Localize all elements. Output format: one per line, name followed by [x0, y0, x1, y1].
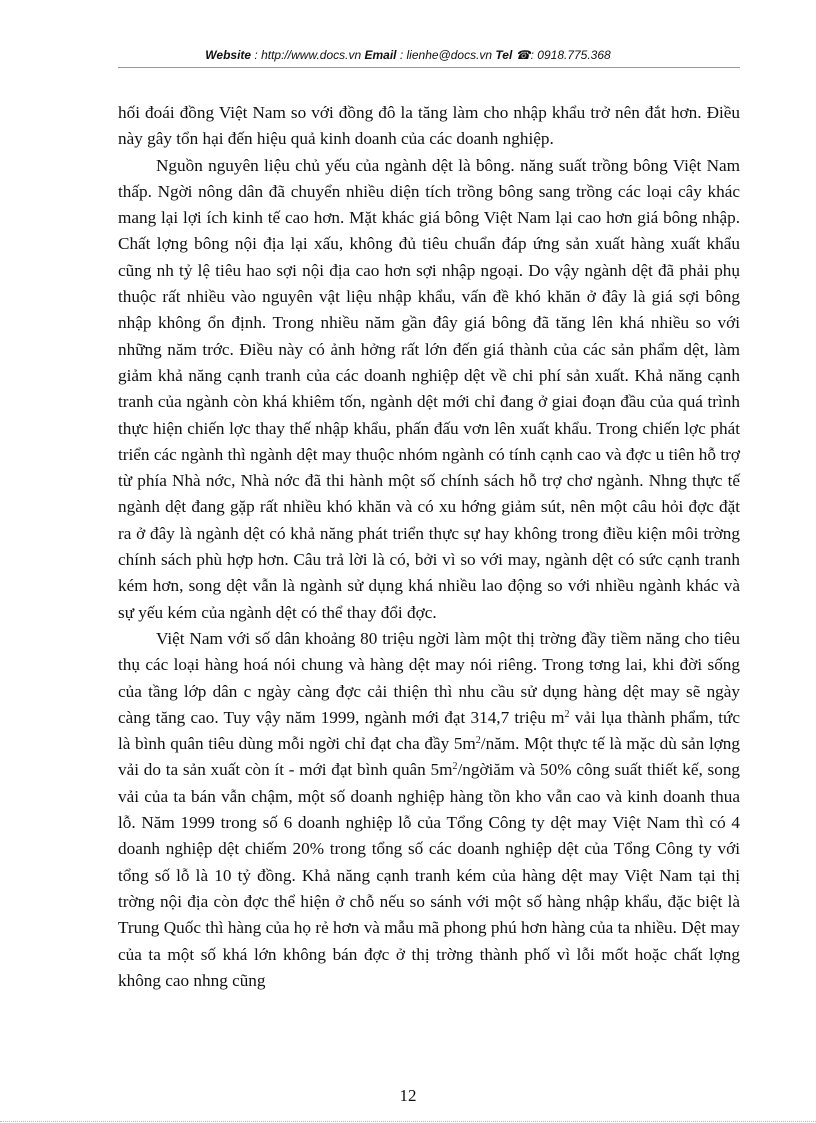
website-label: Website — [205, 48, 252, 62]
phone-icon: ☎ — [515, 48, 531, 62]
email-value: : lienhe@docs.vn — [399, 48, 493, 62]
paragraph-2: Nguồn nguyên liệu chủ yếu của ngành dệt là bông. năng suất trồng bông Việt Nam thấp. Ngời nông dân đã chuyển nhiều diện tích trồng bông sang trồng các loại cây khác mang lại lợi ích kinh tế cao hơn. Mặt khác giá bông Việt Nam lại cao hơn giá bông nhập. Chất lợng bông nội địa lại xấu, không đủ tiêu chuẩn đáp ứng sản xuất hàng xuất khẩu cũng nh tỷ lệ tiêu hao sợi nội địa cao hơn sợi nhập ngoại. Do vậy ngành dệt đã phải phụ thuộc rất nhiều vào nguyên vật liệu nhập khẩu, vấn đề khó khăn ở đây là giá sợi bông nhập không ổn định. Trong nhiều năm gần đây giá bông đã tăng lên khá nhiều so với những năm trớc. Điều này có ảnh hởng rất lớn đến giá thành của các sản phẩm dệt, làm giảm khả năng cạnh tranh của các doanh nghiệp dệt về chi phí sản xuất. Khả năng cạnh tranh của ngành còn khá khiêm tốn, ngành dệt mới chỉ đang ở giai đoạn đầu của quá trình thực hiện chiến lợc thay thế nhập khẩu, phấn đấu vơn lên xuất khẩu. Trong chiến lợc phát triển các ngành thì ngành dệt may thuộc nhóm ngành có tính cạnh cao và đợc u tiên hỗ trợ từ phía Nhà nớc, Nhà nớc đã thi hành một số chính sách hỗ trợ chơ ngành. Nhng thực tế ngành dệt đang gặp rất nhiều khó khăn và có xu hớng giảm sút, nên một câu hỏi đợc đặt ra ở đây là ngành dệt có khả năng phát triển thực sự hay không trong điều kiện môi trờng chính sách phù hợp hơn. Câu trả lời là có, bởi vì so với may, ngành dệt có sức cạnh tranh kém hơn, song dệt vẫn là ngành sử dụng khá nhiều lao động so với nhiều ngành khác và sự yếu kém của ngành dệt có thể thay đổi đợc. — [118, 155, 740, 622]
page-header — [0, 48, 816, 62]
paragraph-3-part-3: /năm. Một thực tế là mặc dù sản lợng vải do ta sản xuất còn ít - mới đạt bình quân 5m — [118, 734, 740, 780]
document-body — [118, 100, 740, 994]
tel-label: Tel — [495, 48, 513, 62]
paragraph-3-part-4: /ngờiăm và 50% công suất thiết kế, song vải của ta bán vẫn chậm, một số doanh nghiệp hàng tồn kho vẫn cao và kinh doanh thua lỗ. Năm 1999 trong số 6 doanh nghiệp lỗ của Tổng Công ty dệt may Việt Nam thì có 4 doanh nghiệp dệt chiếm 20% trong tổng số các doanh nghiệp dệt của Tổng Công ty với tổng số lỗ là 10 tỷ đồng. Khả năng cạnh tranh kém của hàng dệt may Việt Nam tại thị trờng nội địa còn đợc thể hiện ở chỗ nếu so sánh với một số hàng nhập khẩu, đặc biệt là Trung Quốc thì hàng của họ rẻ hơn và mẫu mã phong phú hơn hàng của ta nhiều. Dệt may của ta một số khá lớn không bán đợc ở thị trờng thành phố vì lỗi mốt hoặc chất lợng không cao nhng cũng — [118, 760, 741, 990]
superscript: 2 — [475, 735, 481, 747]
paragraph-1: hối đoái đồng Việt Nam so với đồng đô la tăng làm cho nhập khẩu trở nên đắt hơn. Điều này gây tổn hại đến hiệu quả kinh doanh của các doanh nghiệp. — [118, 103, 740, 149]
page-number: 12 — [399, 1086, 417, 1105]
paragraph-3-part-1: Việt Nam với số dân khoảng 80 triệu ngời làm một thị trờng đầy tiềm năng cho tiêu thụ các loại hàng hoá nói chung và hàng dệt may nói riêng. Trong tơng lai, khi đời sống của tầng lớp dân c ngày càng đợc cải thiện thì nhu cầu sử dụng hàng dệt may sẽ ngày càng tăng cao. Tuy vậy năm 1999, ngành mới đạt 314,7 triệu m — [118, 628, 740, 727]
website-value: : http://www.docs.vn — [254, 48, 362, 62]
superscript: 2 — [452, 761, 458, 773]
email-label: Email — [364, 48, 397, 62]
paragraph-3-part-2: vải lụa thành phẩm, tức là bình quân tiêu dùng mỗi ngời chỉ đạt cha đầy 5m — [118, 707, 740, 754]
page-bottom-border — [0, 1121, 816, 1122]
tel-value: : 0918.775.368 — [530, 48, 611, 62]
paragraph-3 — [118, 626, 740, 994]
superscript: 2 — [564, 708, 570, 720]
header-divider — [118, 67, 740, 68]
